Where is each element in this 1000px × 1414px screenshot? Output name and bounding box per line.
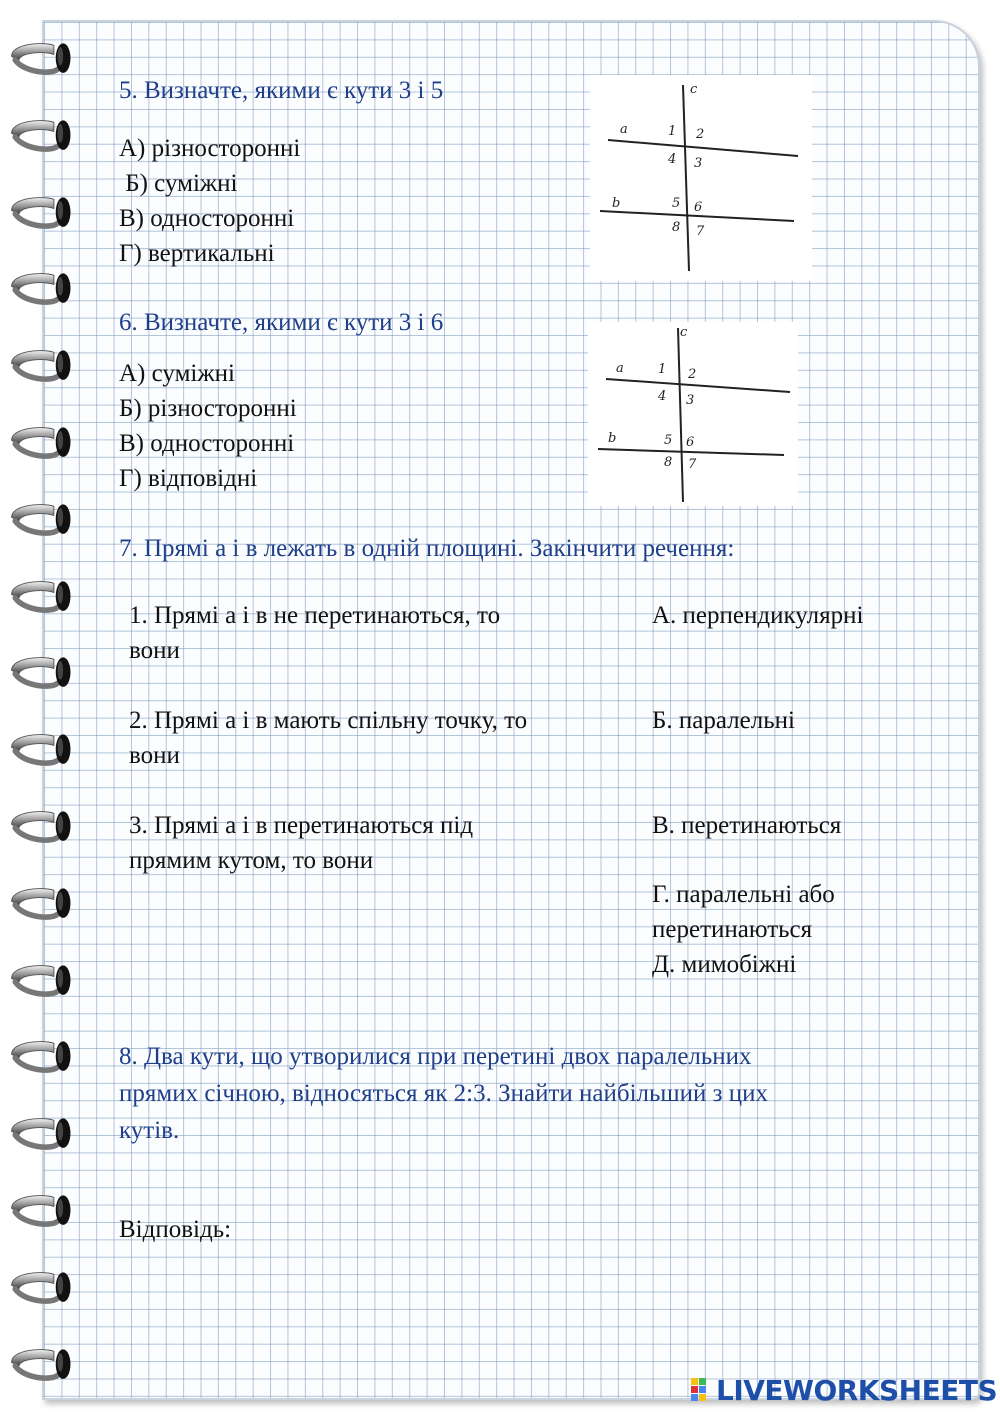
spiral-ring [6,1034,76,1082]
q7-answer-g-line2: перетинаються [652,916,813,943]
q7-statement-2-line1: 2. Прямі а і в мають спільну точку, то [129,707,528,734]
q5-figure [590,75,812,281]
spiral-ring [6,36,76,84]
q7-answer-a[interactable]: А. перпендикулярні [652,602,864,629]
spiral-ring [6,1111,76,1159]
q7-answer-v[interactable]: В. перетинаються [652,812,842,839]
q8-line2: прямих січною, відносяться як 2:3. Знайти найбільший з цих [119,1080,769,1107]
spiral-ring [6,420,76,468]
spiral-ring [6,804,76,852]
q7-statement-3-line2: прямим кутом, то вони [129,847,374,874]
angle-2: 2 [688,367,697,382]
q7-statement-1[interactable] [129,598,500,668]
angle-5: 5 [664,433,673,448]
q5-option-c[interactable]: В) односторонні [119,205,295,232]
angle-6: 6 [694,200,703,215]
spiral-ring [6,266,76,314]
q6-options [119,356,297,496]
q7-answer-g-line1: Г. паралельні або [652,881,835,908]
spiral-ring [6,650,76,698]
q8-line1: 8. Два кути, що утворилися при перетині двох паралельних [119,1043,752,1070]
spiral-ring [6,574,76,622]
q6-question: 6. Визначте, якими є кути 3 і 6 [119,309,444,336]
spiral-ring [6,343,76,391]
spiral-ring [6,113,76,161]
spiral-ring [6,190,76,238]
q7-question: 7. Прямі а і в лежать в одній площині. Закінчити речення: [119,535,735,562]
q7-statement-1-line2: вони [129,637,180,664]
brand-icon [690,1377,716,1403]
angle-7: 7 [688,457,697,472]
label-a: a [616,361,624,376]
angle-5: 5 [672,196,681,211]
q7-statement-2-line2: вони [129,742,180,769]
q5-question: 5. Визначте, якими є кути 3 і 5 [119,77,444,104]
q7-answer-b[interactable]: Б. паралельні [652,707,795,734]
label-c: c [680,325,688,340]
angle-2: 2 [696,127,705,142]
q6-option-d[interactable]: Г) відповідні [119,465,258,492]
q8-line3: кутів. [119,1117,180,1144]
angle-1: 1 [658,362,667,377]
q6-option-a[interactable]: А) суміжні [119,360,235,387]
answer-label: Відповідь: [119,1216,232,1243]
q5-option-d[interactable]: Г) вертикальні [119,240,275,267]
spiral-ring [6,1342,76,1390]
angle-4: 4 [658,389,667,404]
angle-1: 1 [668,124,677,139]
q8-question [119,1038,768,1149]
label-b: b [612,196,621,211]
q5-option-b[interactable]: Б) суміжні [119,170,238,197]
spiral-ring [6,881,76,929]
angle-3: 3 [694,156,703,171]
q7-statement-1-line1: 1. Прямі а і в не перетинаються, то [129,602,501,629]
label-c: c [690,82,698,97]
q7-answer-g[interactable] [652,877,835,982]
q6-figure [588,322,798,506]
line-c [678,328,683,502]
spiral-ring [6,1188,76,1236]
spiral-ring [6,958,76,1006]
q7-statement-3-line1: 3. Прямі а і в перетинаються під [129,812,474,839]
spiral-ring [6,727,76,775]
angle-8: 8 [672,220,681,235]
label-a: a [620,122,628,137]
q7-statement-2[interactable] [129,703,527,773]
angle-7: 7 [696,224,705,239]
spiral-ring [6,497,76,545]
line-a [606,379,790,392]
q7-answer-d[interactable]: Д. мимобіжні [652,951,797,978]
brand-name: LIVEWORKSHEETS [716,1373,998,1407]
line-a [608,140,798,156]
label-b: b [608,431,617,446]
angle-8: 8 [664,455,673,470]
q6-option-b[interactable]: Б) різносторонні [119,395,297,422]
angle-3: 3 [686,393,695,408]
q6-option-c[interactable]: В) односторонні [119,430,295,457]
line-c [683,85,689,271]
q5-options [119,131,300,271]
angle-4: 4 [668,152,677,167]
angle-6: 6 [686,435,695,450]
liveworksheets-logo [690,1374,997,1406]
q7-statement-3[interactable] [129,808,473,878]
q5-option-a[interactable]: А) різносторонні [119,135,301,162]
spiral-ring [6,1265,76,1313]
